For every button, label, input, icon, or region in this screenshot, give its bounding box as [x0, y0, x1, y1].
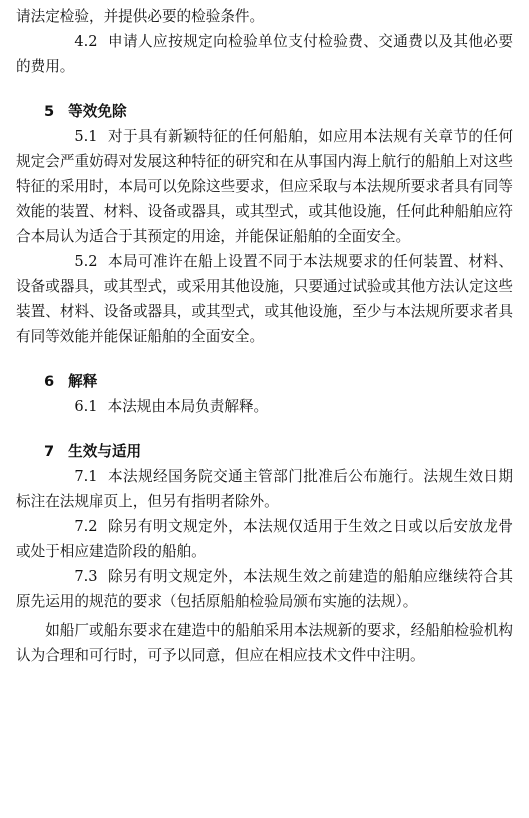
- clause-5-2: [16, 249, 513, 349]
- clause-6-1: [16, 394, 513, 419]
- clause-number: 4.2: [74, 33, 98, 50]
- clause-number: 5.2: [74, 253, 98, 270]
- clause-text: 申请人应按规定向检验单位支付检验费、交通费以及其他必要的费用。: [16, 33, 513, 75]
- section-number: 6: [44, 373, 55, 390]
- clause-number: 7.2: [74, 518, 98, 535]
- intro-text: 请法定检验，并提供必要的检验条件。: [16, 8, 265, 25]
- clause-4-2: [16, 29, 513, 79]
- clause-text: 除另有明文规定外，本法规仅适用于生效之日或以后安放龙骨或处于相应建造阶段的船舶。: [16, 518, 513, 560]
- clause-5-1: [16, 124, 513, 249]
- clause-number: 5.1: [74, 128, 98, 145]
- intro-paragraph: [16, 4, 513, 29]
- clause-number: 6.1: [74, 398, 98, 415]
- section-6-heading: [16, 369, 513, 394]
- clause-number: 7.3: [74, 568, 98, 585]
- section-5-heading: [16, 99, 513, 124]
- clause-7-3: [16, 564, 513, 614]
- clause-text: 本法规由本局负责解释。: [107, 398, 269, 415]
- clause-number: 7.1: [74, 468, 98, 485]
- clause-7-1: [16, 464, 513, 514]
- section-7-heading: [16, 439, 513, 464]
- section-title: 解释: [68, 373, 98, 390]
- closing-paragraph: [16, 618, 513, 668]
- section-title: 生效与适用: [68, 443, 142, 460]
- clause-text: 本局可准许在船上设置不同于本法规要求的任何装置、材料、设备或器具，或其型式，或采用其他设施，只要通过试验或其他方法认定这些装置、材料、设备或器具，或其型式，或其他设施，至少与本法规所要求者具有同等效能并能保证船舶的全面安全。: [16, 253, 513, 345]
- closing-text: 如船厂或船东要求在建造中的船舶采用本法规新的要求，经船舶检验机构认为合理和可行时，可予以同意，但应在相应技术文件中注明。: [16, 622, 513, 664]
- clause-text: 本法规经国务院交通主管部门批准后公布施行。法规生效日期标注在法规扉页上，但另有指明者除外。: [16, 468, 513, 510]
- section-title: 等效免除: [68, 103, 127, 120]
- section-number: 7: [44, 443, 55, 460]
- clause-text: 对于具有新颖特征的任何船舶，如应用本法规有关章节的任何规定会严重妨碍对发展这种特征的研究和在从事国内海上航行的船舶上对这些特征的采用时，本局可以免除这些要求，但应采取与本法规所要求者具有同等效能的装置、材料、设备或器具，或其型式，或其他设施，任何此种船舶应符合本局认为适合于其预定的用途，并能保证船舶的全面安全。: [16, 128, 513, 245]
- clause-text: 除另有明文规定外，本法规生效之前建造的船舶应继续符合其原先运用的规范的要求（包括原船舶检验局颁布实施的法规）。: [16, 568, 513, 610]
- section-number: 5: [44, 103, 55, 120]
- clause-7-2: [16, 514, 513, 564]
